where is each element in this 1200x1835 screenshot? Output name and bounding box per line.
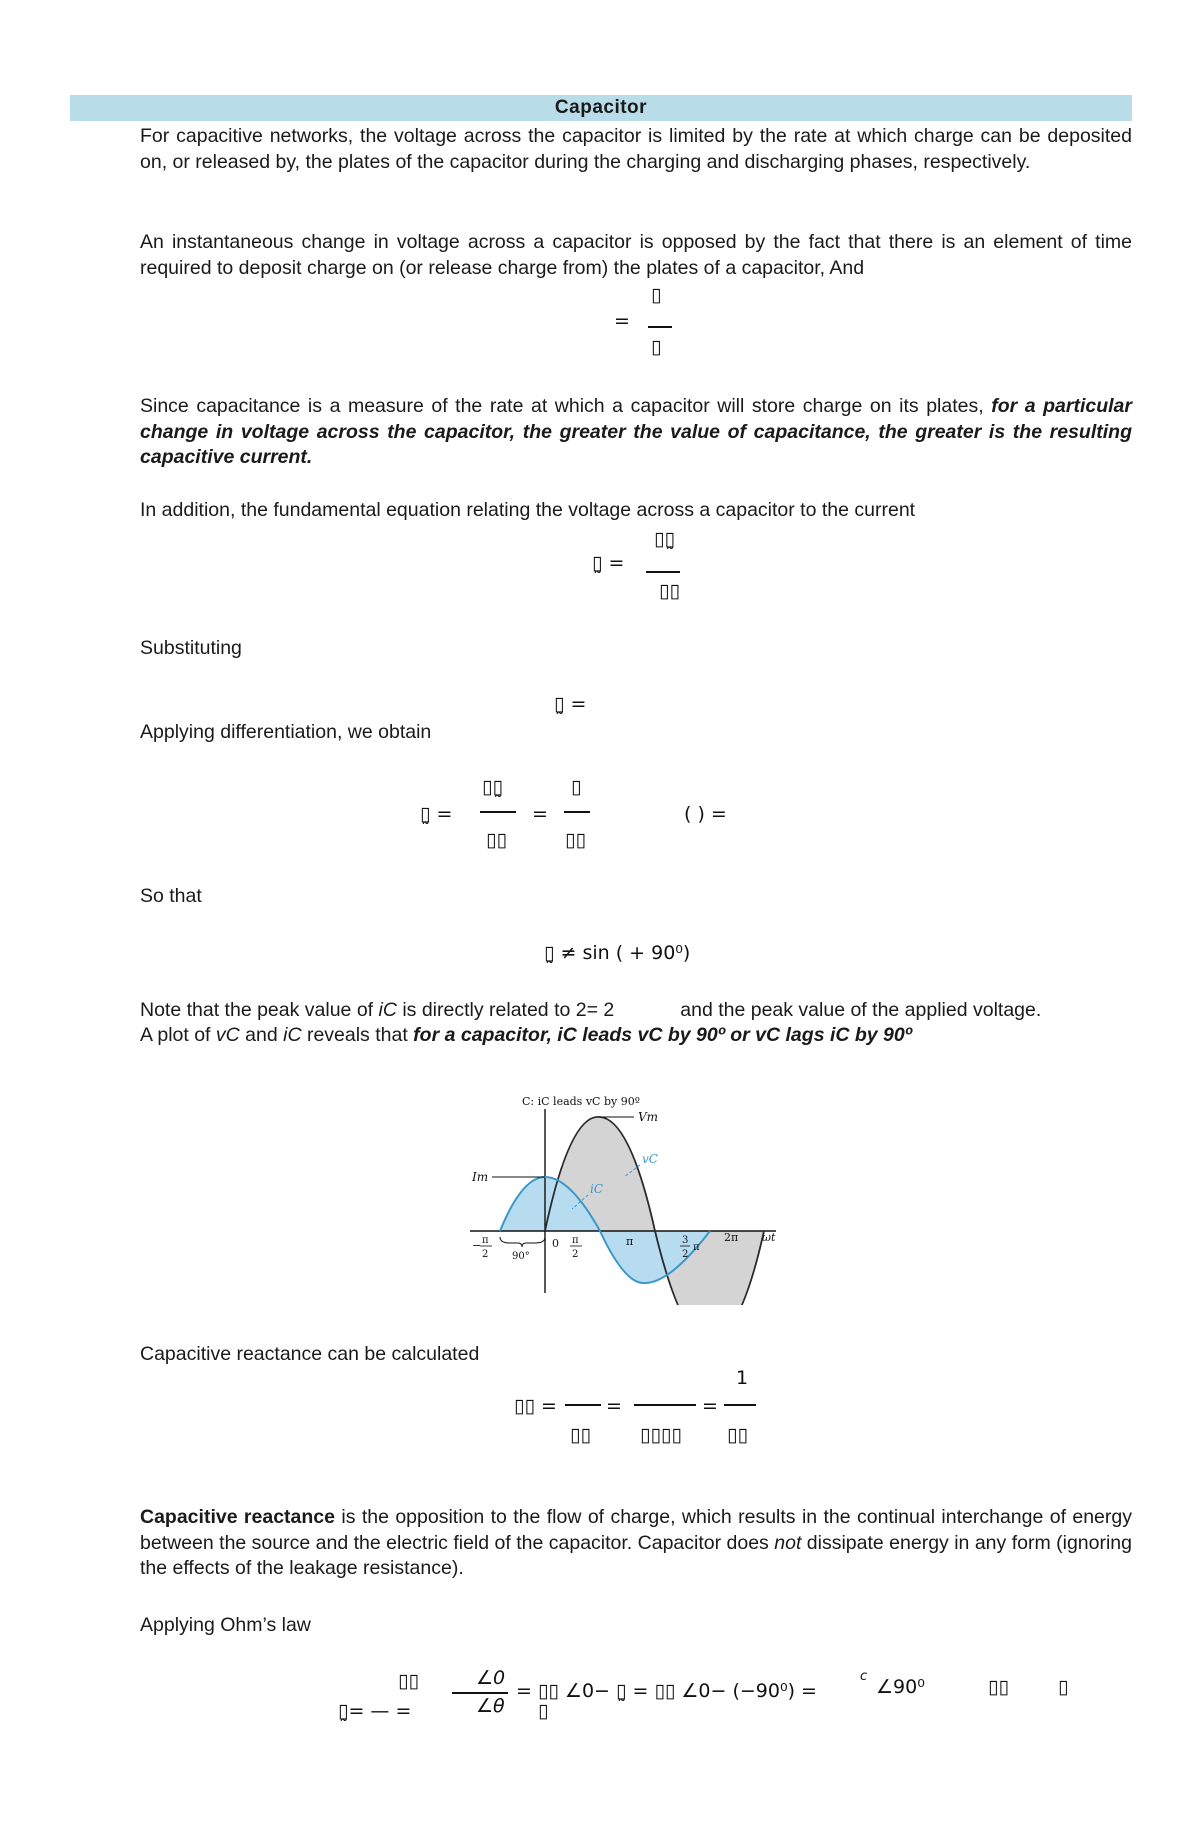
three-pi-over-2-pi: π: [693, 1242, 700, 1253]
equation-4-numerator-2: ▯: [571, 776, 582, 798]
equation-2-fraction-bar: [646, 571, 680, 573]
vm-label: Vm: [638, 1110, 659, 1124]
equation-1-equals: =: [614, 310, 630, 332]
equation-4-fraction-bar-2: [564, 811, 590, 813]
equation-7-fraction-bar: [452, 1692, 508, 1694]
equation-6-denominator-2: ▯▯▯▯: [640, 1424, 682, 1446]
neg-sign: −: [472, 1239, 482, 1252]
equation-4-lhs: ▯̰ =: [420, 803, 453, 825]
omega-t-label: ωt: [762, 1231, 776, 1244]
equation-2-lhs: ▯̰ =: [592, 552, 625, 574]
plot-text-2: and: [239, 1024, 284, 1046]
equation-6-lhs: ▯▯ =: [514, 1395, 557, 1417]
equation-4-equals: =: [532, 803, 548, 825]
peak-text-1: Note that the peak value of: [140, 999, 379, 1021]
reactance-term: Capacitive reactance: [140, 1506, 335, 1528]
paragraph-fundamental-equation: In addition, the fundamental equation relating the voltage across a capacitor to the current: [140, 499, 916, 521]
equation-6-denominator-1: ▯▯: [570, 1424, 591, 1446]
ic-label: iC: [590, 1182, 604, 1196]
equation-7-lhs: ▯̰= — =: [338, 1700, 412, 1722]
plot-text-3: reveals that: [301, 1024, 414, 1046]
paragraph-substituting: Substituting: [140, 637, 242, 659]
origin-label: 0: [552, 1237, 559, 1250]
paragraph-ohms-law: Applying Ohm’s law: [140, 1614, 311, 1636]
peak-text-3: and the peak value of the applied voltage.: [680, 999, 1042, 1021]
plot-text-1: A plot of: [140, 1024, 216, 1046]
equation-6-fraction-bar-3: [724, 1404, 756, 1406]
equation-7-numerator-1: ▯▯: [398, 1670, 419, 1692]
reactance-not: not: [774, 1531, 802, 1554]
equation-2-numerator: ▯▯̰: [654, 528, 675, 550]
equation-3: ▯̰ =: [554, 693, 587, 715]
equation-4-denominator-1: ▯▯: [486, 829, 507, 851]
equation-7-right-1: ▯▯: [988, 1676, 1009, 1698]
equation-4-numerator-1: ▯▯̰: [482, 776, 503, 798]
equation-7-c-sub: c: [860, 1669, 868, 1684]
equation-6-fraction-bar-1: [565, 1404, 601, 1406]
reactance-text-2: dissipate energy in any form (ignoring the effects of the leakage resistance).: [140, 1531, 1132, 1579]
paragraph-charge-rate: For capacitive networks, the voltage across the capacitor is limited by the rate at which charge can be deposited on, or released by, the plates of the capacitor during the charging and discharging phases, respectively.: [140, 125, 1132, 173]
ninety-brace: [500, 1237, 545, 1247]
equation-6-denominator-3: ▯▯: [727, 1424, 748, 1446]
pi-over-2-den: 2: [572, 1249, 579, 1260]
equation-6-equals-1: =: [606, 1395, 622, 1417]
three-pi-over-2-num: 3: [682, 1235, 689, 1246]
section-title: Capacitor: [70, 95, 1132, 121]
equation-7-chain-den: ▯: [538, 1700, 549, 1722]
paragraph-capacitance-emphasis: for a particular change in voltage across the capacitor, the greater the value of capacitance, the greater is the resulting capacitive current.: [140, 395, 1132, 468]
paragraph-peak-value: [140, 998, 1132, 1024]
equation-1-numerator: ▯: [651, 284, 662, 306]
paragraph-plot-reveals: [140, 1023, 1132, 1049]
equation-4-tail: ( ) =: [684, 803, 727, 825]
pi-label: π: [626, 1235, 634, 1248]
equation-6-fraction-bar-2: [634, 1404, 696, 1406]
equation-6-numerator-3: 1: [736, 1367, 749, 1389]
equation-6-equals-2: =: [702, 1395, 718, 1417]
equation-7-angle-num: ∠0: [476, 1667, 506, 1689]
equation-4-denominator-2: ▯▯: [565, 829, 586, 851]
paragraph-capacitance-normal: Since capacitance is a measure of the rate at which a capacitor will store charge on its plates,: [140, 395, 992, 417]
paragraph-capacitance-measure: [140, 394, 1132, 471]
peak-text-ic: iC: [378, 999, 397, 1021]
paragraph-instantaneous-change: An instantaneous change in voltage across a capacitor is opposed by the fact that there is an element of time required to deposit charge on (or release charge from) the plates of a capacitor, And: [140, 231, 1132, 279]
paragraph-reactance-definition: [140, 1505, 1132, 1582]
paragraph-so-that: So that: [140, 885, 202, 907]
equation-1-fraction-bar: [648, 326, 672, 328]
plot-text-ic: iC: [283, 1024, 302, 1046]
equation-5: ▯̰ ≠ sin ( + 90⁰): [544, 942, 691, 964]
equation-4-fraction-bar-1: [480, 811, 516, 813]
im-label: Im: [472, 1170, 489, 1184]
plot-text-emphasis: for a capacitor, iC leads vC by 90º or vC lags iC by 90º: [413, 1024, 912, 1046]
neg-pi-over-2-num: π: [482, 1235, 489, 1246]
ninety-label: 90°: [512, 1251, 530, 1262]
paragraph-differentiation: Applying differentiation, we obtain: [140, 721, 432, 743]
neg-pi-over-2-den: 2: [482, 1249, 489, 1260]
pi-over-2-num: π: [572, 1235, 579, 1246]
peak-text-2: is directly related to 2= 2: [396, 999, 615, 1021]
equation-7-angle-den: ∠θ: [476, 1695, 505, 1717]
equation-7-chain: = ▯▯ ∠0− ▯̰ = ▯▯ ∠0− (−90⁰) =: [516, 1680, 817, 1702]
plot-text-vc: vC: [215, 1024, 240, 1046]
equation-7-angle-90: ∠90⁰: [876, 1676, 925, 1698]
equation-7-right-2: ▯: [1058, 1676, 1069, 1698]
equation-2-denominator: ▯▯: [659, 580, 680, 602]
figure-caption: C: iC leads vC by 90º: [522, 1095, 640, 1108]
two-pi-label: 2π: [724, 1231, 739, 1244]
reactance-text-1: is the opposition to the flow of charge, which results in the continual interchange of energy between the source and the electric field of the capacitor. Capacitor does: [140, 1506, 1132, 1554]
equation-1-denominator: ▯: [651, 336, 662, 358]
vc-label: vC: [642, 1152, 658, 1166]
three-pi-over-2-den: 2: [682, 1249, 689, 1260]
paragraph-reactance-calc: Capacitive reactance can be calculated: [140, 1343, 480, 1365]
phase-waveform-figure: [460, 1095, 790, 1305]
